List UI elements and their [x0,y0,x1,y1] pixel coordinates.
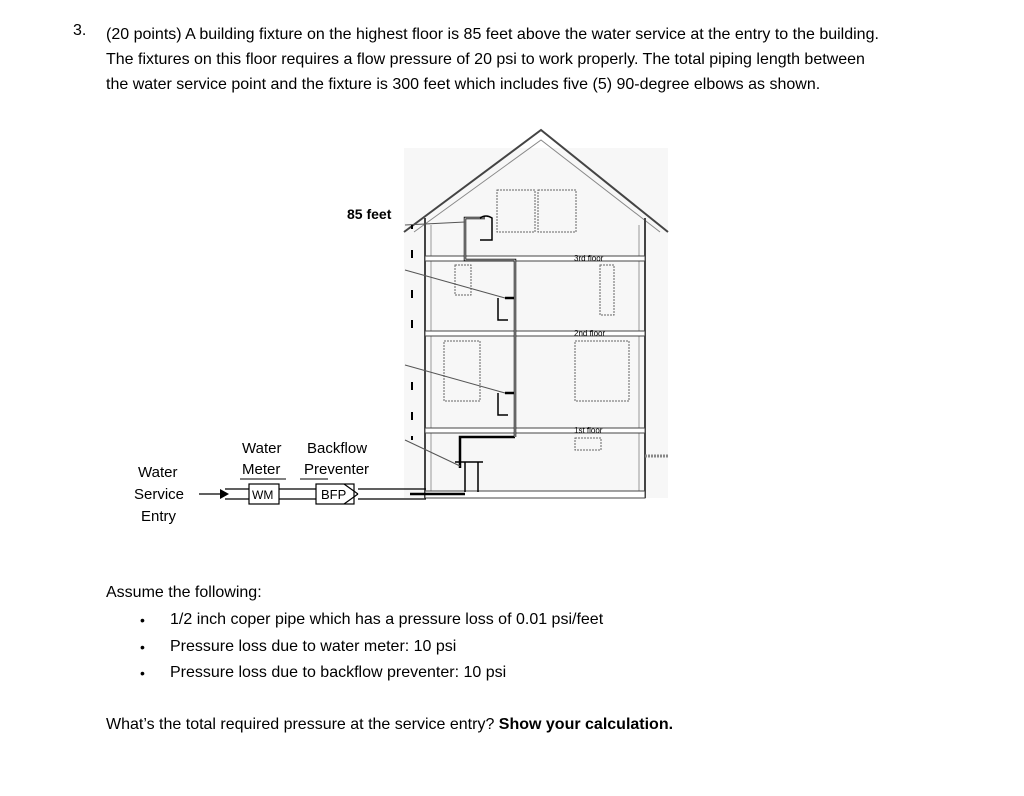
bfp-text: BFP [321,487,347,502]
water-service-label-1: Water [138,464,178,481]
bullet-icon: • [140,612,145,628]
bullet-icon: • [140,638,145,655]
water-service-label-2: Service [134,486,185,503]
assumption-text: 1/2 inch coper pipe which has a pressure loss of 0.01 psi/feet [170,611,604,628]
question-text: What’s the total required pressure at the service entry? [106,716,495,733]
assumption-item [140,663,603,690]
floor-3-slab [425,256,645,261]
floor-1-label: 1st floor [574,426,603,435]
question-emphasis: Show your calculation. [498,716,674,733]
floor-2-slab [425,331,645,336]
service-arrow-head [220,489,229,499]
problem-statement [106,22,1006,97]
bullet-icon: • [140,665,145,681]
assumption-text: Pressure loss due to backflow preventer: 10 psi [170,664,507,681]
floor-3-label: 3rd floor [574,254,604,263]
backflow-label-2: Preventer [304,461,370,478]
water-service-label-3: Entry [141,508,177,525]
assumption-item [140,637,603,664]
problem-line-1: (20 points) A building fixture on the highest floor is 85 feet above the water service at the entry to the building. [106,26,879,43]
water-meter-label-1: Water [242,440,282,457]
backflow-label-1: Backflow [307,440,368,457]
question-line [106,716,673,734]
assumption-item [140,610,603,637]
building-diagram [120,115,680,515]
height-label: 85 feet [347,206,392,222]
problem-line-3: the water service point and the fixture is 300 feet which includes five (5) 90-degree elbows as shown. [106,76,821,93]
water-meter-text: WM [252,488,274,502]
problem-line-2: The fixtures on this floor requires a flow pressure of 20 psi to work properly. The total piping length between [106,51,865,68]
floor-2-label: 2nd floor [574,329,606,338]
assumptions-list [140,610,603,690]
water-meter-label-2: Meter [242,461,281,478]
assumption-text: Pressure loss due to water meter: 10 psi [170,637,457,655]
question-number: 3. [73,22,87,39]
floor-1-slab [425,428,645,433]
assumptions-heading: Assume the following: [106,584,262,601]
